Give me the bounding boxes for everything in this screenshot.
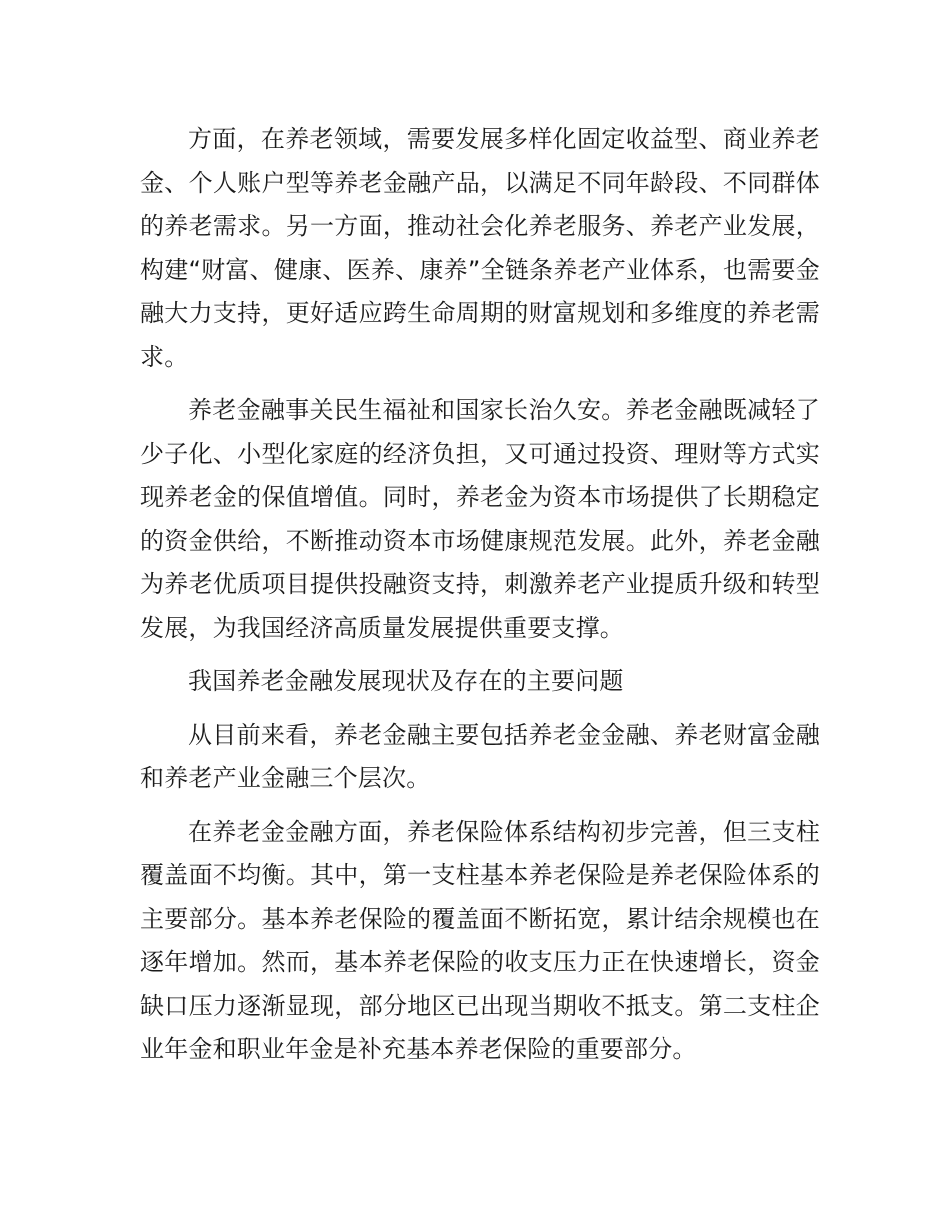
document-body — [140, 118, 820, 1082]
section-heading: 我国养老金融发展现状及存在的主要问题 — [188, 667, 624, 695]
paragraph-3: 从目前来看，养老金融主要包括养老金金融、养老财富金融和养老产业金融三个层次。 — [140, 720, 820, 792]
paragraph-1: 方面，在养老领域，需要发展多样化固定收益型、商业养老金、个人账户型等养老金融产品，以满足不同年龄段、不同群体的养老需求。另一方面，推动社会化养老服务、养老产业发展，构建“财富、健康、医养、康养”全链条养老产业体系，也需要金融大力支持，更好适应跨生命周期的财富规划和多维度的养老需求。 — [140, 125, 820, 371]
paragraph-4: 在养老金金融方面，养老保险体系结构初步完善，但三支柱覆盖面不均衡。其中，第一支柱基本养老保险是养老保险体系的主要部分。基本养老保险的覆盖面不断拓宽，累计结余规模也在逐年增加。然而，基本养老保险的收支压力正在快速增长，资金缺口压力逐渐显现，部分地区已出现当期收不抵支。第二支柱企业年金和职业年金是补充基本养老保险的重要部分。 — [140, 817, 820, 1063]
paragraph-2: 养老金融事关民生福祉和国家长治久安。养老金融既减轻了少子化、小型化家庭的经济负担，又可通过投资、理财等方式实现养老金的保值增值。同时，养老金为资本市场提供了长期稳定的资金供给，不断推动资本市场健康规范发展。此外，养老金融为养老优质项目提供投融资支持，刺激养老产业提质升级和转型发展，为我国经济高质量发展提供重要支撑。 — [140, 396, 820, 642]
